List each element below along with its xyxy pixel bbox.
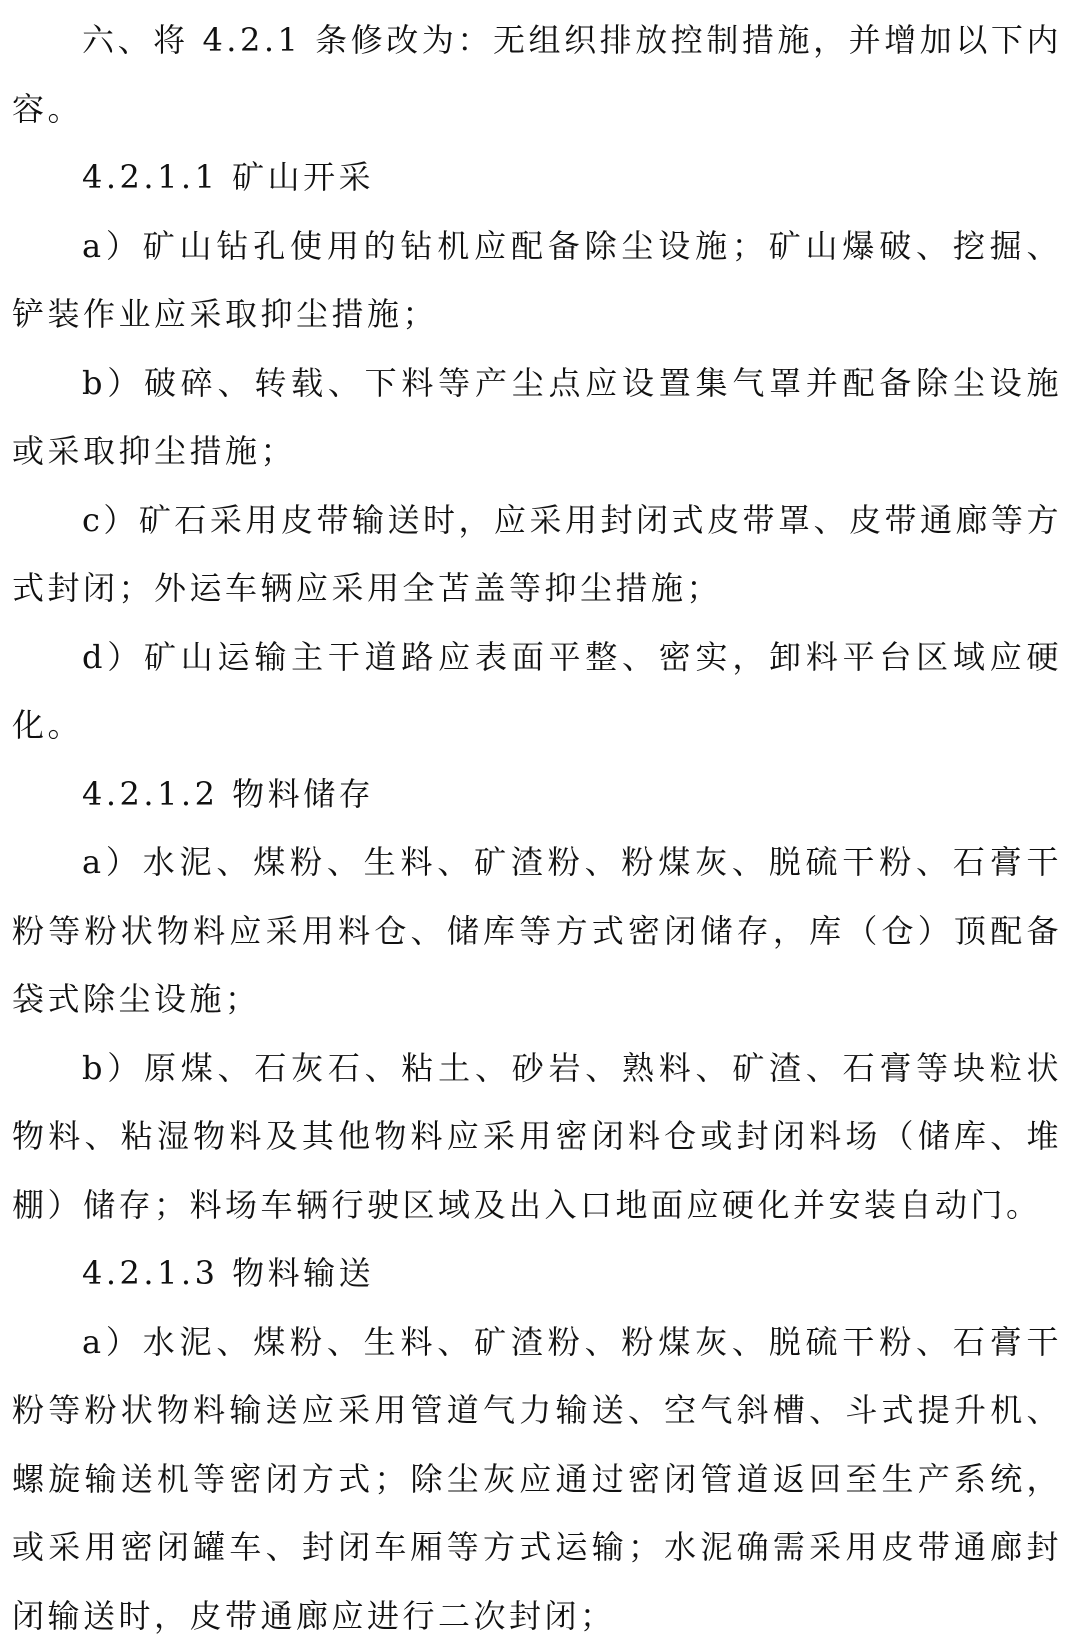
clause-transport-a: a）水泥、煤粉、生料、矿渣粉、粉煤灰、脱硫干粉、石膏干粉等粉状物料输送应采用管道气力输送、空气斜槽、斗式提升机、螺旋输送机等密闭方式；除尘灰应通过密闭管道返回至生产系统，或采用密闭罐车、封闭车厢等方式运输；水泥确需采用皮带通廊封闭输送时，皮带通廊应进行二次封闭； <box>12 1308 1062 1650</box>
clause-mining-c: c）矿石采用皮带输送时，应采用封闭式皮带罩、皮带通廊等方式封闭；外运车辆应采用全苫盖等抑尘措施； <box>12 486 1062 623</box>
amendment-intro: 六、将 4.2.1 条修改为：无组织排放控制措施，并增加以下内容。 <box>12 6 1062 143</box>
clause-storage-b: b）原煤、石灰石、粘土、砂岩、熟料、矿渣、石膏等块粒状物料、粘湿物料及其他物料应采用密闭料仓或封闭料场（储库、堆棚）储存；料场车辆行驶区域及出入口地面应硬化并安装自动门。 <box>12 1034 1062 1240</box>
clause-mining-a: a）矿山钻孔使用的钻机应配备除尘设施；矿山爆破、挖掘、铲装作业应采取抑尘措施； <box>12 212 1062 349</box>
section-heading-transport: 4.2.1.3 物料输送 <box>12 1239 1062 1308</box>
document-body <box>12 6 1062 1650</box>
section-heading-mining: 4.2.1.1 矿山开采 <box>12 143 1062 212</box>
section-heading-storage: 4.2.1.2 物料储存 <box>12 760 1062 829</box>
clause-mining-d: d）矿山运输主干道路应表面平整、密实，卸料平台区域应硬化。 <box>12 623 1062 760</box>
clause-storage-a: a）水泥、煤粉、生料、矿渣粉、粉煤灰、脱硫干粉、石膏干粉等粉状物料应采用料仓、储库等方式密闭储存，库（仓）顶配备袋式除尘设施； <box>12 828 1062 1034</box>
clause-mining-b: b）破碎、转载、下料等产尘点应设置集气罩并配备除尘设施或采取抑尘措施； <box>12 349 1062 486</box>
